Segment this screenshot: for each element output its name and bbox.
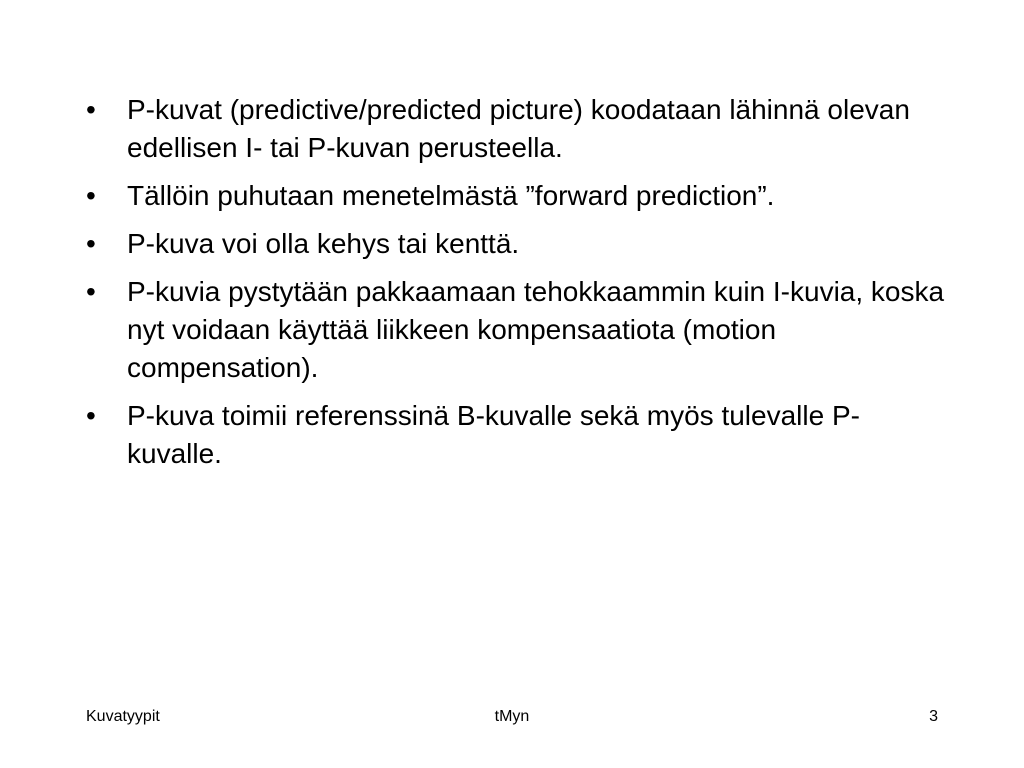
bullet-text: P-kuva toimii referenssinä B-kuvalle sekä myös tulevalle P-kuvalle. xyxy=(127,400,860,469)
bullet-list xyxy=(86,91,946,483)
bullet-item xyxy=(86,91,946,167)
bullet-text: Tällöin puhutaan menetelmästä ”forward prediction”. xyxy=(127,180,775,211)
bullet-icon xyxy=(86,397,127,435)
bullet-item xyxy=(86,397,946,473)
bullet-icon xyxy=(86,273,127,311)
bullet-text: P-kuvia pystytään pakkaamaan tehokkaammin kuin I-kuvia, koska nyt voidaan käyttää liikkeen kompensaatiota (motion compensation). xyxy=(127,276,945,383)
bullet-item xyxy=(86,177,946,215)
page-number: 3 xyxy=(929,708,938,725)
bullet-icon xyxy=(86,177,127,215)
footer-title: Kuvatyypit xyxy=(86,708,160,725)
bullet-item xyxy=(86,273,946,387)
footer-author: tMyn xyxy=(494,708,530,725)
bullet-icon xyxy=(86,91,127,129)
bullet-text: P-kuvat (predictive/predicted picture) koodataan lähinnä olevan edellisen I- tai P-kuvan perusteella. xyxy=(127,94,910,163)
bullet-icon xyxy=(86,225,127,263)
bullet-text: P-kuva voi olla kehys tai kenttä. xyxy=(127,228,520,259)
bullet-item xyxy=(86,225,946,263)
